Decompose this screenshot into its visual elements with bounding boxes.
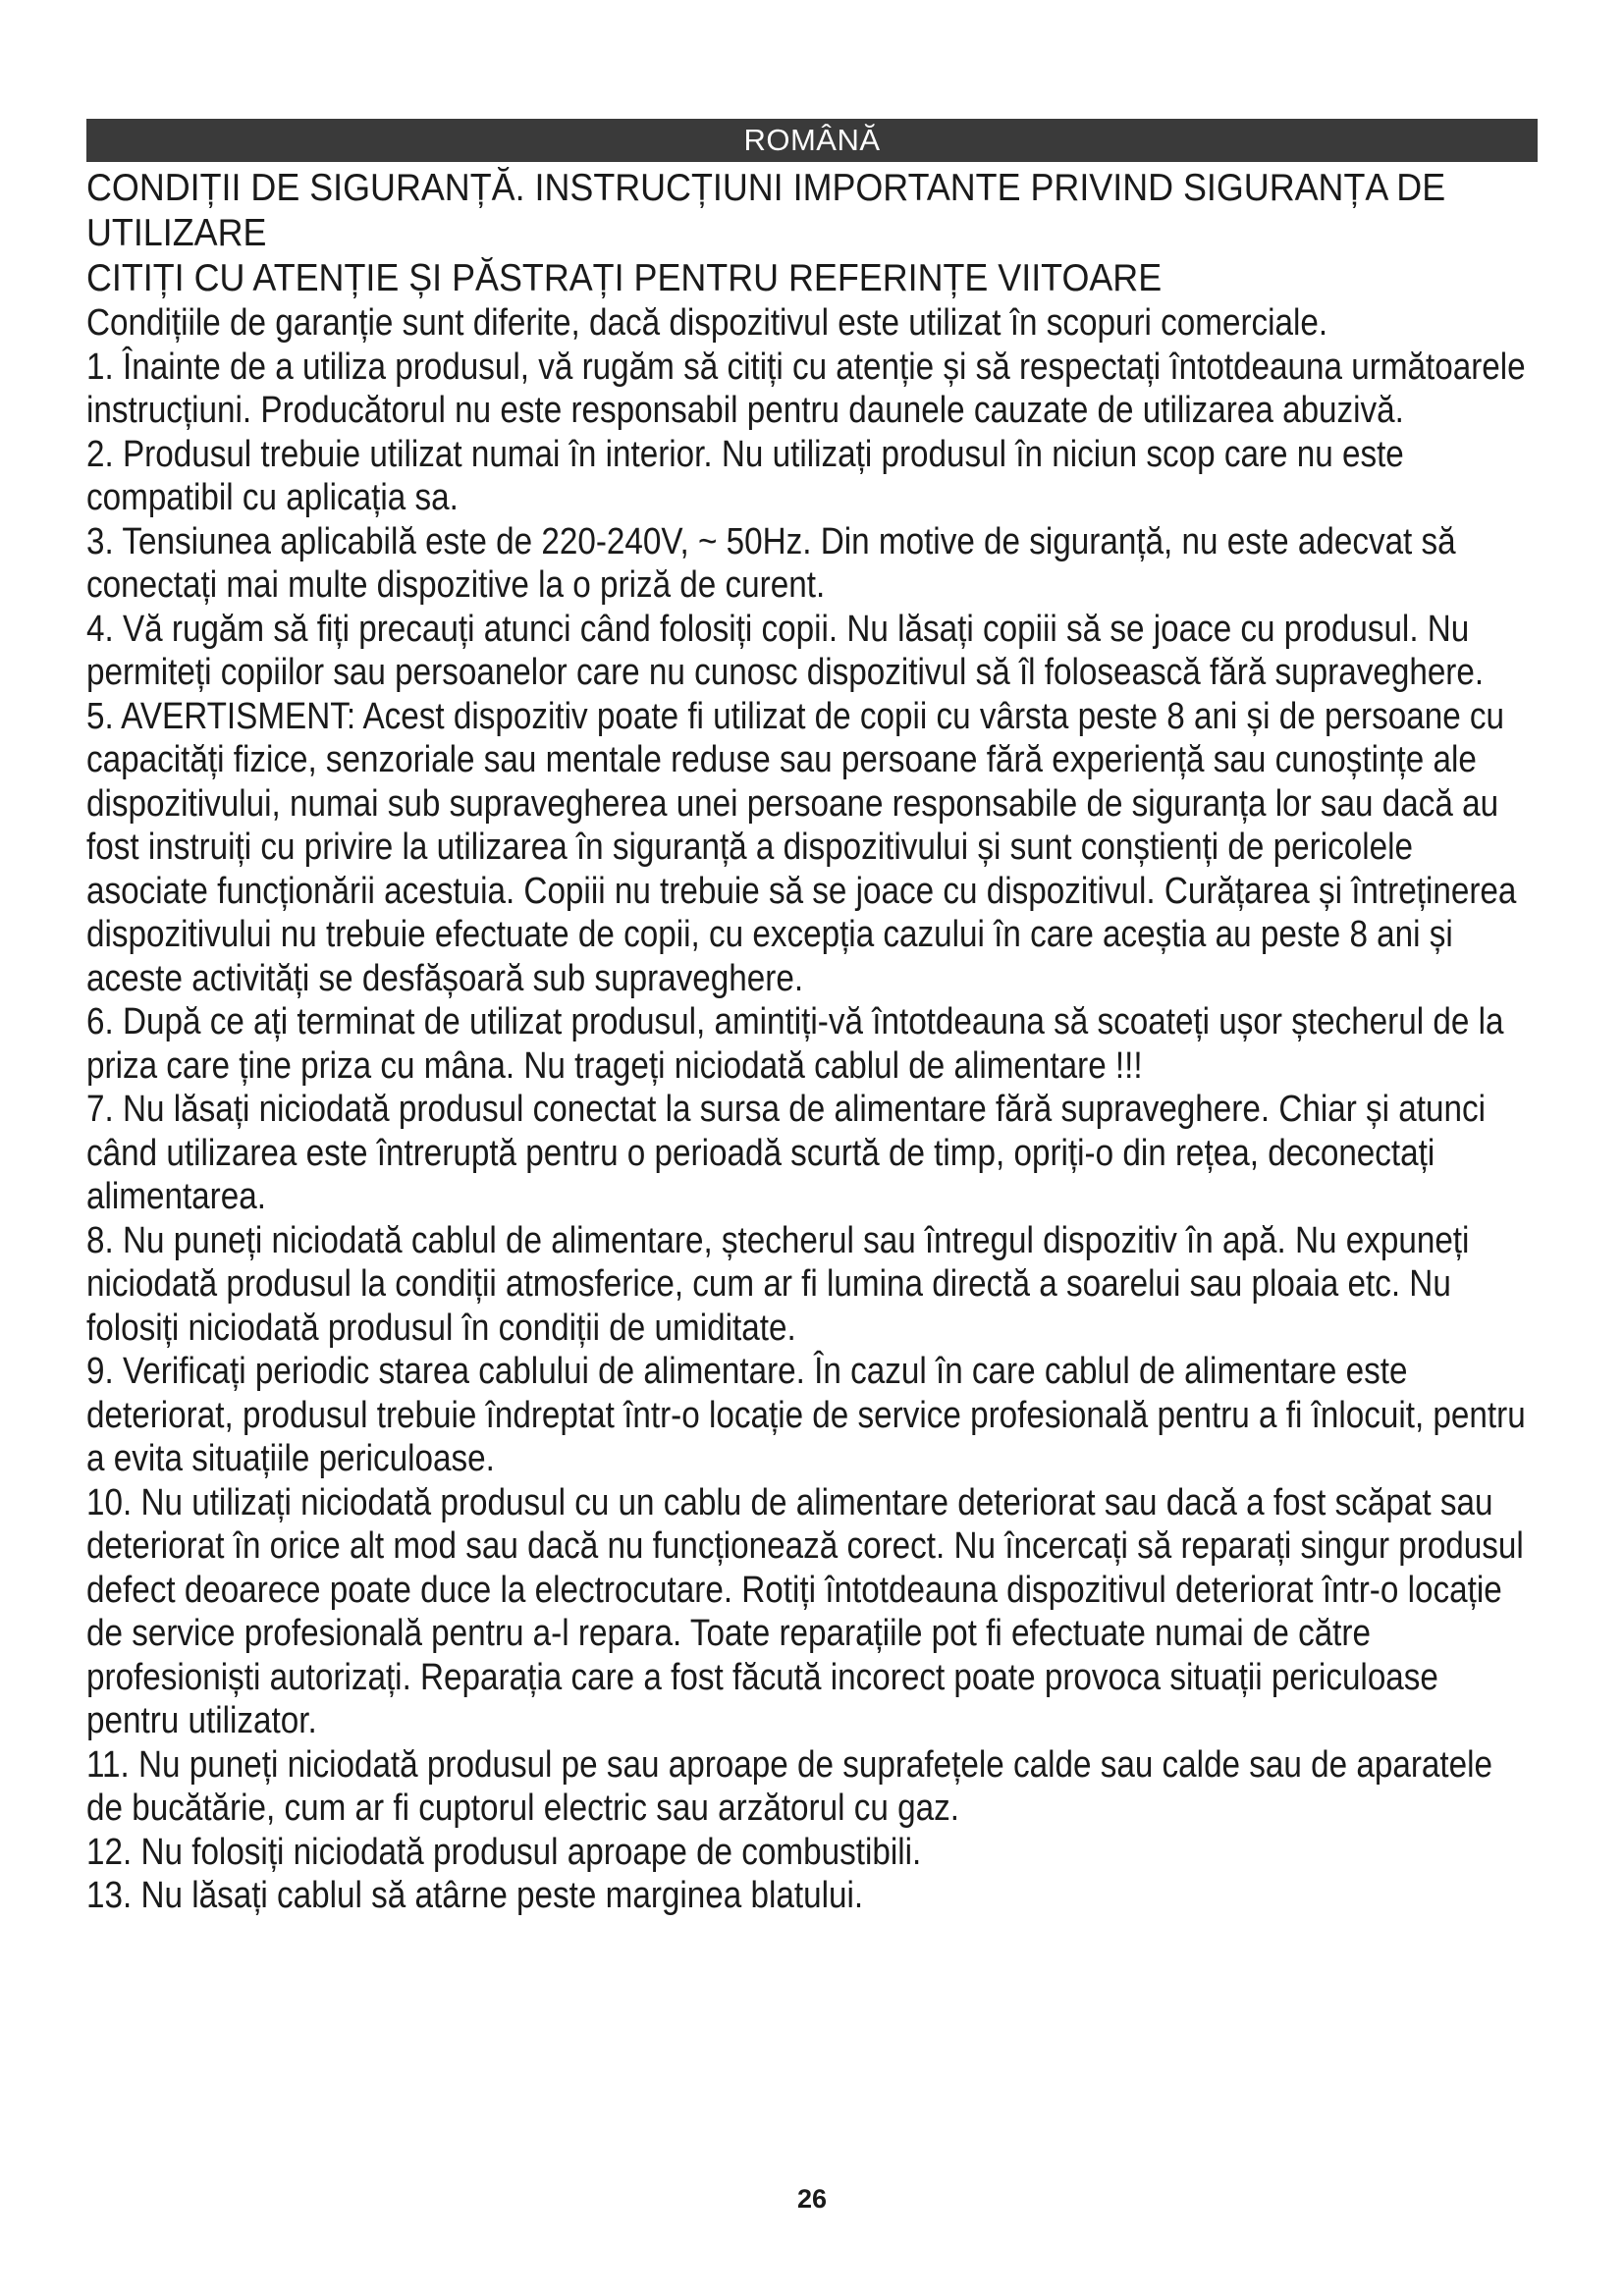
instruction-item-1: 1. Înainte de a utiliza produsul, vă rugăm să citiți cu atenție și să respectați întotdeauna următoarele instrucțiuni. Producătorul nu este responsabil pentru daunele cauzate de utilizarea abuzivă. <box>86 346 1526 431</box>
instruction-item-11: 11. Nu puneți niciodată produsul pe sau aproape de suprafețele calde sau calde sau de aparatele de bucătărie, cum ar fi cuptorul electric sau arzătorul cu gaz. <box>86 1743 1493 1829</box>
read-carefully-title: CITIȚI CU ATENȚIE ȘI PĂSTRAȚI PENTRU REFERINȚE VIITOARE <box>86 257 1163 299</box>
instruction-item-4: 4. Vă rugăm să fiți precauți atunci când folosiți copii. Nu lăsați copiii să se joace cu produsul. Nu permiteți copiilor sau persoanelor care nu cunosc dispozitivul să îl folosească fără supraveghere. <box>86 608 1485 693</box>
manual-page <box>86 119 1538 1918</box>
page-number: 26 <box>796 2184 828 2214</box>
warranty-note: Condițiile de garanție sunt diferite, dacă dispozitivul este utilizat în scopuri comerciale. <box>86 302 1328 344</box>
instruction-item-2: 2. Produsul trebuie utilizat numai în interior. Nu utilizați produsul în niciun scop care nu este compatibil cu aplicația sa. <box>86 433 1404 518</box>
instruction-item-8: 8. Nu puneți niciodată cablul de alimentare, ștecherul sau întregul dispozitiv în apă. Nu expuneți niciodată produsul la condiții atmosferice, cum ar fi lumina directă a soarelui sau ploaia etc. Nu folosiți niciodată produsul în condiții de umiditate. <box>86 1219 1470 1349</box>
language-header-bar <box>86 119 1538 162</box>
instruction-item-5: 5. AVERTISMENT: Acest dispozitiv poate fi utilizat de copii cu vârsta peste 8 ani și de persoane cu capacități fizice, senzoriale sau mentale reduse sau persoane fără experiență sau cunoștințe ale dispozitivului, numai sub supravegherea unei persoane responsabile de siguranța lor sau dacă au fost instruiți cu privire la utilizarea în siguranță a dispozitivului și sunt conștienți de pericolele asociate funcționării acestuia. Copiii nu trebuie să se joace cu dispozitivul. Curățarea și întreținerea dispozitivului nu trebuie efectuate de copii, cu excepția cazului în care aceștia au peste 8 ani și aceste activități se desfășoară sub supraveghere. <box>86 695 1517 999</box>
instruction-item-12: 12. Nu folosiți niciodată produsul aproape de combustibili. <box>86 1831 922 1873</box>
instruction-item-13: 13. Nu lăsați cablul să atârne peste marginea blatului. <box>86 1875 864 1916</box>
instruction-item-9: 9. Verificați periodic starea cablului de alimentare. În cazul în care cablul de alimentare este deteriorat, produsul trebuie îndreptat într-o locație de service profesională pentru a fi înlocuit, pentru a evita situațiile periculoase. <box>86 1351 1526 1479</box>
instruction-item-10: 10. Nu utilizați niciodată produsul cu un cablu de alimentare deteriorat sau dacă a fost scăpat sau deteriorat în orice alt mod sau dacă nu funcționează corect. Nu încercați să reparați singur produsul defect deoarece poate duce la electrocutare. Rotiți întotdeauna dispozitivul deteriorat într-o locație de service profesională pentru a-l repara. Toate reparațiile pot fi efectuate numai de către profesioniști autorizați. Reparația care a fost făcută incorect poate provoca situații periculoase pentru utilizator. <box>86 1481 1524 1741</box>
instruction-item-6: 6. După ce ați terminat de utilizat produsul, amintiți-vă întotdeauna să scoateți ușor ștecherul de la priza care ține priza cu mâna. Nu trageți niciodată cablul de alimentare !!! <box>86 1001 1504 1087</box>
instructions-body <box>86 301 1538 1918</box>
safety-title: CONDIȚII DE SIGURANȚĂ. INSTRUCȚIUNI IMPORTANTE PRIVIND SIGURANȚA DE UTILIZARE <box>86 167 1446 254</box>
instruction-item-3: 3. Tensiunea aplicabilă este de 220-240V, ~ 50Hz. Din motive de siguranță, nu este adecvat să conectați mai multe dispozitive la o priză de curent. <box>86 520 1456 606</box>
instruction-item-7: 7. Nu lăsați niciodată produsul conectat la sursa de alimentare fără supraveghere. Chiar și atunci când utilizarea este întreruptă pentru o perioadă scurtă de timp, opriți-o din rețea, deconectați alimentarea. <box>86 1089 1487 1217</box>
language-label: ROMÂNĂ <box>743 123 881 157</box>
